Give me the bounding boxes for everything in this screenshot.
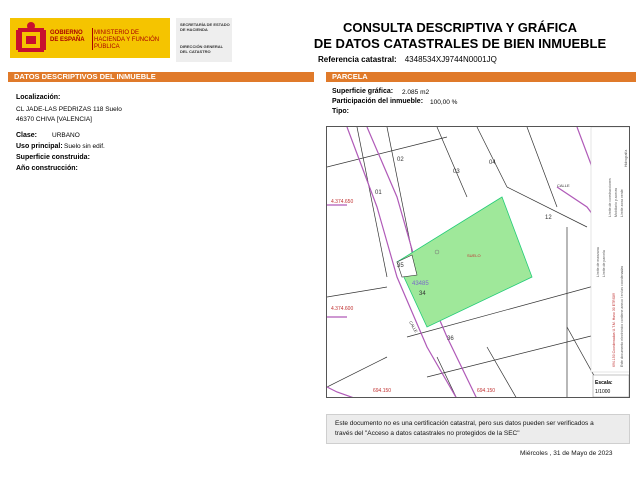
parcel-03: 03	[453, 169, 460, 175]
parcel-36: 36	[447, 336, 454, 342]
street-label-1: CALLE	[557, 183, 570, 188]
ref-value: 4348534XJ9744N0001JQ	[404, 55, 497, 64]
svg-text:Mobiliario y aceras: Mobiliario y aceras	[614, 187, 618, 217]
uso-label: Uso principal:	[16, 143, 63, 150]
svg-text:Hidrografía: Hidrografía	[624, 149, 628, 167]
street-label-2: CALLE	[408, 320, 419, 334]
superficie-construida-label: Superficie construida:	[16, 154, 90, 161]
page-title	[300, 20, 620, 52]
participacion-value: 100,00 %	[430, 99, 458, 106]
scale-value: 1/1000	[595, 389, 611, 395]
anio-construccion-label: Año construcción:	[16, 165, 78, 172]
tipo-label: Tipo:	[332, 108, 349, 115]
section-title-b: INMUEBLE	[116, 72, 156, 81]
parcel-34: 34	[419, 291, 426, 297]
cadastral-map[interactable]	[326, 126, 630, 398]
gobierno-text: GOBIERNO DE ESPAÑA	[50, 30, 85, 43]
disclaimer-box	[326, 414, 630, 444]
parcel-02: 02	[397, 157, 404, 163]
sup-grafica-value: 2.085 m2	[402, 89, 430, 96]
parcel-04: 04	[489, 160, 496, 166]
parcel-12: 12	[545, 215, 552, 221]
highlighted-parcel	[397, 197, 532, 327]
coord-y1: 4.374.650	[331, 199, 354, 205]
svg-text:Este documento electrónico con: Este documento electrónico contiene anexo l en las coordenadas	[620, 265, 624, 367]
section-bar-inmueble	[8, 72, 314, 82]
localizacion-label: Localización:	[16, 94, 61, 101]
title-line-1: CONSULTA DESCRIPTIVA Y GRÁFICA	[342, 20, 577, 35]
section-bar-parcela: PARCELA	[326, 72, 636, 82]
disclaimer-line2: través del "Acceso a datos catastrales no protegidos de la SEC"	[335, 430, 520, 437]
coat-of-arms-icon	[14, 20, 48, 56]
disclaimer-line1: Este documento no es una certificación catastral, pero sus datos pueden ser verificados a	[335, 420, 594, 427]
logo-separator	[92, 28, 93, 50]
sup-grafica-label: Superficie gráfica:	[332, 88, 394, 95]
title-line-2: DE DATOS CATASTRALES DE BIEN INMUEBLE	[313, 36, 607, 51]
coord-x1: 694.150	[373, 388, 392, 394]
participacion-label: Participación del inmueble:	[332, 98, 424, 105]
svg-text:Límite zona verde: Límite zona verde	[620, 189, 624, 217]
localizacion-line2: 46370 CHIVA [VALENCIA]	[16, 116, 92, 123]
svg-text:Límite de parcela: Límite de parcela	[602, 250, 606, 277]
clase-value: URBANO	[52, 132, 80, 139]
clase-label: Clase:	[16, 132, 38, 139]
parcel-id-label: 43485	[412, 281, 429, 287]
svg-text:694.150 Coordenadas U.T.M. Hus: 694.150 Coordenadas U.T.M. Huso 30 ETRS89	[612, 293, 616, 367]
localizacion-line1: CL JADE-LAS PEDRIZAS 118 Suelo	[16, 106, 122, 113]
ref-label: Referencia catastral:	[318, 55, 397, 64]
direccion-text: DIRECCIÓN GENERAL DEL CATASTRO	[180, 44, 224, 54]
svg-text:Límite de manzana: Límite de manzana	[596, 247, 600, 277]
coord-y2: 4.374.600	[331, 306, 354, 312]
reference-row	[318, 55, 497, 64]
uso-value: Suelo sin edif.	[64, 143, 105, 150]
svg-text:Límite de construcciones: Límite de construcciones	[608, 178, 612, 217]
section-title-a: DATOS DESCRIPTIVOS DEL	[14, 72, 117, 81]
parcel-35: 35	[397, 263, 404, 269]
coord-x2: 694.150	[477, 388, 496, 394]
parcel-01: 01	[375, 190, 382, 196]
map-svg	[327, 127, 630, 398]
document-date: Miércoles , 31 de Mayo de 2023	[520, 450, 613, 457]
secretaria-text: SECRETARÍA DE ESTADO DE HACIENDA	[180, 22, 230, 32]
scale-label: Escala:	[595, 380, 613, 386]
ministerio-text: MINISTERIO DE HACIENDA Y FUNCIÓN PÚBLICA	[94, 30, 160, 50]
suelo-label: SUELO	[467, 253, 481, 258]
